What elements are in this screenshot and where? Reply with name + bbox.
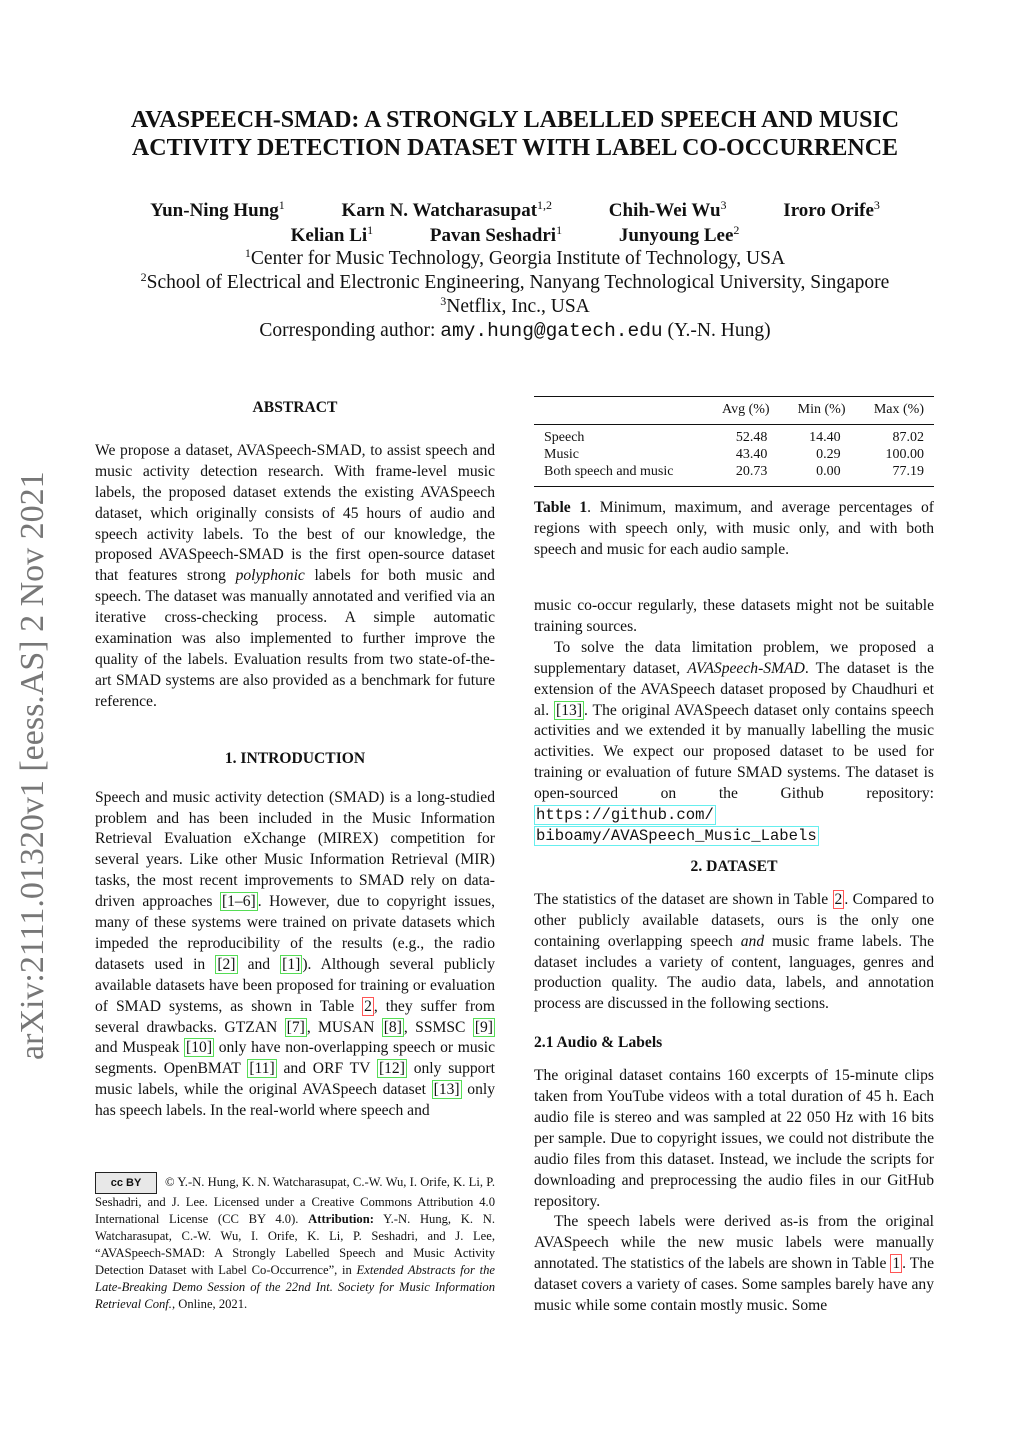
citation-link[interactable]: [2] [217, 955, 236, 973]
paragraph: To solve the data limitation problem, we proposed a supplementary dataset, AVASpeech-SMAD. The dataset is the extension of the AVASpeech dataset proposed by Chaudhuri et al. [13] . The original AVASpeech dataset only contains speech activities and we extended it by manually labelling the music activities. We expect our proposed dataset to be used for training or evaluation of future SMAD systems. The dataset is open-sourced on the Github repository: https://github.com/ biboamy/AVASpeech_Music_Labels [534, 638, 935, 845]
citation-link[interactable]: [11] [249, 1060, 275, 1078]
author-email[interactable]: amy.hung@gatech.edu [440, 320, 663, 342]
audio-labels-heading: 2.1 Audio & Labels [534, 1034, 663, 1052]
paragraph: The original dataset contains 160 excerpts of 15-minute clips taken from YouTube videos with a total duration of 45 h. Each audio file is stereo and was sampled at 22 050 Hz with 16 bits per sample. Due to copyright issues, we could not distribute the audio files from this dataset. Instead, we include the scripts for downloading and preprocessing the audio files in our GitHub repository. [534, 1067, 934, 1210]
table-body [534, 429, 934, 480]
citation-link[interactable]: [10] [186, 1039, 213, 1057]
citation-link[interactable]: [1] [282, 955, 301, 973]
citation-link[interactable]: [7] [286, 1018, 305, 1036]
table-link[interactable]: 2 [834, 890, 843, 908]
author: Karn N. Watcharasupat$^{1,2}$ [341, 198, 553, 221]
column-header: Max (%) [873, 402, 924, 417]
column-header: Min (%) [797, 402, 846, 417]
affiliation: $^1$Center for Music Technology, Georgia Institute of Technology, USA [244, 246, 786, 269]
author: Junyoung Lee$^2$ [618, 223, 740, 246]
author: Yun-Ning Hung$^1$ [150, 198, 285, 221]
citation-link[interactable]: [13] [433, 1081, 460, 1099]
paragraph: The statistics of the dataset are shown in Table 2 . Compared to other publicly available datasets, ours is the only one containing overlapping speech and music frame labels. The dataset includes a variety of content, languages, genres and production quality. The audio data, labels, and annotation process are discussed in the following sections. [534, 890, 935, 1013]
authors-row-2 [80, 225, 950, 247]
cc-by-logo: cc BY [95, 1172, 157, 1194]
table-row: Both speech and music 20.73 0.00 77.19 [544, 464, 924, 479]
citation-link[interactable]: [13] [556, 701, 583, 719]
table-1 [534, 396, 934, 487]
table-link[interactable]: 2 [364, 997, 372, 1015]
column-header: Avg (%) [722, 402, 770, 417]
authors-row-1 [80, 200, 950, 222]
affiliation: $^2$School of Electrical and Electronic Engineering, Nanyang Technological University, Singapore [140, 270, 890, 293]
introduction-heading: 1. INTRODUCTION [224, 749, 366, 767]
github-link[interactable]: https://github.com/ [536, 806, 714, 825]
citation-link[interactable]: [9] [474, 1018, 493, 1036]
table-1-caption: Table 1. Minimum, maximum, and average percentages of regions with speech only, with music only, and with both speech and music for each audio sample. [534, 499, 934, 558]
introduction-text: Speech and music activity detection (SMAD) is a long-studied problem and has been included in the Music Information Retrieval Evaluation eXchange (MIREX) competition for several years. Like other Music Information Retrieval (MIR) tasks, the most recent improvements to SMAD rely on data-driven approaches [1–6] . However, due to copyright issues, many of these systems were trained on private datasets which impeded the reproducibility of the results (e.g., the radio datasets used in [2] and [1] ). Although several publicly available datasets have been proposed for training or evaluation of SMAD systems, as shown in Table 2 , they suffer from several drawbacks. GTZAN [7] , MUSAN [8] , SSMSC [9] and Muspeak [10] only have non-overlapping speech or music segments. OpenBMAT [11] and ORF TV [12] only support music labels, while the original AVASpeech dataset [13] only has speech labels. In the real-world where speech and [95, 788, 496, 1120]
abstract-text: We propose a dataset, AVASpeech-SMAD, to assist speech and music activity detection research. With frame-level music labels, the proposed dataset extends the existing AVASpeech dataset, which originally consists of 45 hours of audio and speech activity labels. To the best of our knowledge, the proposed AVASpeech-SMAD is the first open-source dataset that features strong polyphonic labels for both music and speech. The dataset was manually annotated and verified via an iterative cross-checking process. A simple automatic examination was also implemented to further improve the quality of the labels. Evaluation results from two state-of-the-art SMAD systems are also provided as a benchmark for future reference. [95, 441, 495, 710]
left-column [95, 398, 495, 1122]
author: Iroro Orife$^3$ [783, 198, 880, 221]
author: Pavan Seshadri$^1$ [429, 223, 563, 246]
author: Chih-Wei Wu$^3$ [608, 198, 727, 221]
table-row: Music 43.40 0.29 100.00 [544, 447, 924, 462]
paragraph: The speech labels were derived as-is from the original AVASpeech while the new music labels were manually annotated. The statistics of the labels are shown in Table 1 . The dataset covers a variety of cases. Some samples barely have any music while some contain mostly music. Some [534, 1213, 934, 1315]
paper-title: AVASPEECH-SMAD: A STRONGLY LABELLED SPEECH AND MUSIC ACTIVITY DETECTION DATASET WITH LABEL CO-OCCURRENCE [130, 107, 900, 161]
dataset-heading: 2. DATASET [690, 857, 778, 875]
citation-link[interactable]: [12] [378, 1060, 405, 1078]
table-link[interactable]: 1 [892, 1255, 901, 1273]
table-row: Speech 52.48 14.40 87.02 [544, 430, 924, 445]
affiliation: $^3$Netflix, Inc., USA [440, 294, 590, 317]
citation-link[interactable]: [1–6] [221, 893, 256, 911]
corresponding-author: Corresponding author: amy.hung@gatech.edu (Y.-N. Hung) [259, 320, 771, 342]
author: Kelian Li$^1$ [290, 223, 374, 246]
citation-link[interactable]: [8] [383, 1018, 402, 1036]
abstract-heading: ABSTRACT [252, 399, 338, 416]
paragraph: music co-occur regularly, these datasets might not be suitable training sources. [534, 597, 934, 635]
arxiv-identifier: arXiv:2111.01320v1 [eess.AS] 2 Nov 2021 [14, 471, 51, 1060]
table-header [534, 401, 934, 418]
right-column [534, 596, 934, 1317]
license-footnote: cc BY © Y.-N. Hung, K. N. Watcharasupat, C.-W. Wu, I. Orife, K. Li, P. Seshadri, and J. Lee. Licensed under a Creative Commons Attribution 4.0 International License (CC BY 4.0). Attribution: Y.-N. Hung, K. N. Watcharasupat, C.-W. Wu, I. Orife, K. Li, P. Seshadri, and J. Lee, “AVASpeech-SMAD: A Strongly Labelled Speech and Music Activity Detection Dataset with Label Co-Occurrence”, in Extended Abstracts for the Late-Breaking Demo Session of the 22nd Int. Society for Music Information Retrieval Conf., Online, 2021. [95, 1172, 495, 1313]
github-link[interactable]: biboamy/AVASpeech_Music_Labels [536, 826, 817, 845]
affiliations [80, 247, 950, 343]
